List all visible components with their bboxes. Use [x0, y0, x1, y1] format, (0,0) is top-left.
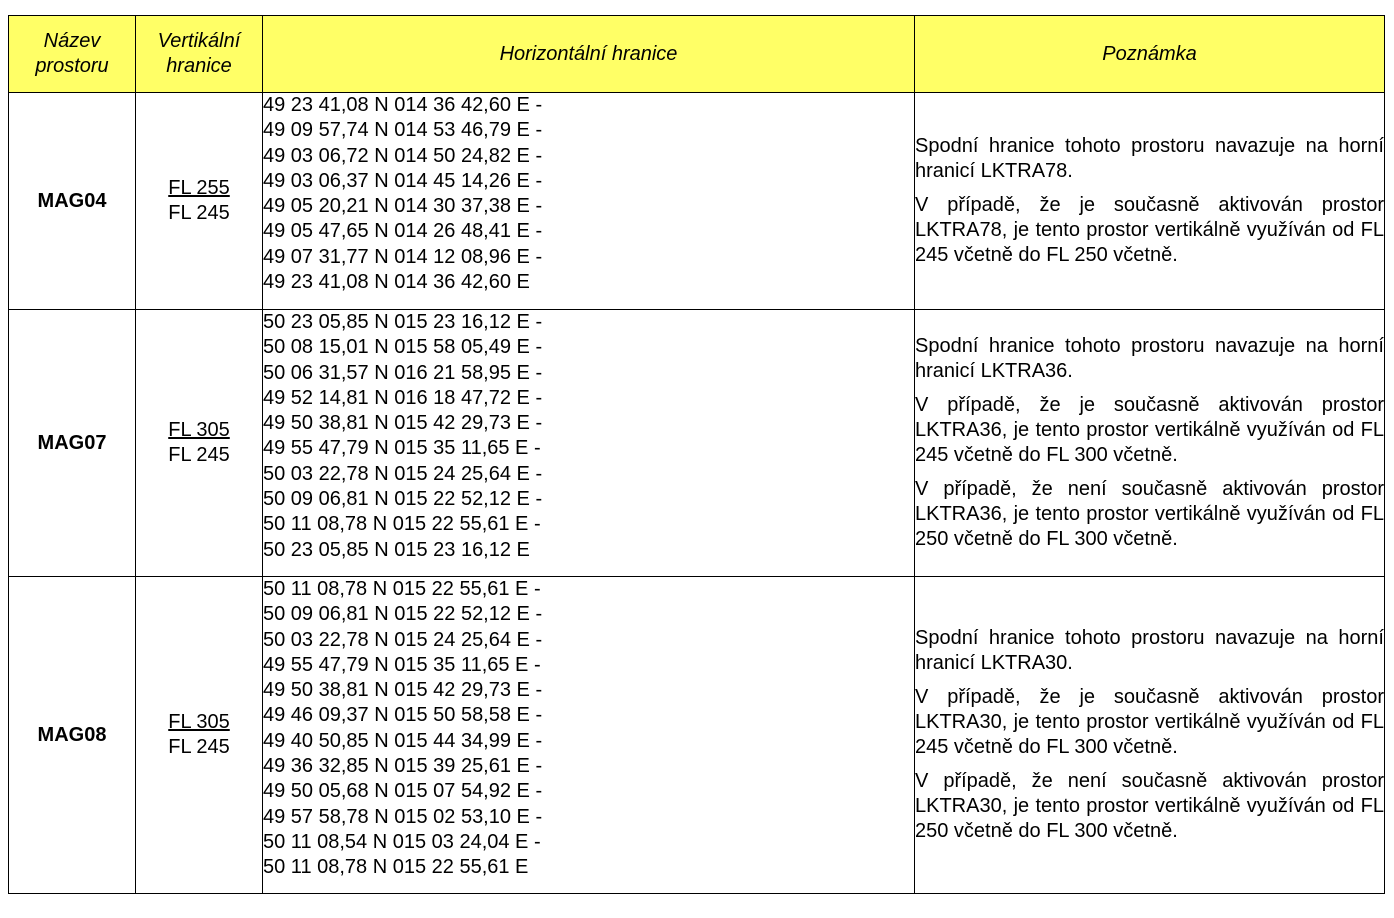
coordinate-line: 49 55 47,79 N 015 35 11,65 E -: [263, 437, 541, 460]
coordinate-line: 50 23 05,85 N 015 23 16,12 E -: [263, 311, 543, 333]
coordinate-line: 49 50 38,81 N 015 42 29,73 E -: [263, 412, 543, 435]
upper-limit: FL 305: [168, 711, 230, 733]
horizontal-limits: [263, 577, 915, 894]
note-paragraph: V případě, že je současně aktivován prostor LKTRA30, je tento prostor vertikálně využíván od FL 245 včetně do FL 300 včetně.: [915, 686, 1384, 758]
airspace-name: MAG04: [9, 93, 136, 310]
coordinate-line: 49 23 41,08 N 014 36 42,60 E -: [263, 94, 543, 116]
note-paragraph: V případě, že je současně aktivován prostor LKTRA78, je tento prostor vertikálně využíván od FL 245 včetně do FL 250 včetně.: [915, 194, 1384, 266]
note-paragraph: V případě, že není současně aktivován prostor LKTRA36, je tento prostor vertikálně využíván od FL 250 včetně do FL 300 včetně.: [915, 478, 1384, 550]
table-row: [9, 93, 1385, 310]
coordinate-line: 50 11 08,54 N 015 03 24,04 E -: [263, 830, 541, 853]
coordinate-line: 50 06 31,57 N 016 21 58,95 E -: [263, 361, 543, 384]
coordinate-line: 50 23 05,85 N 015 23 16,12 E: [263, 538, 530, 561]
note-paragraph: Spodní hranice tohoto prostoru navazuje na horní hranicí LKTRA30.: [915, 627, 1384, 674]
coordinate-line: 49 03 06,72 N 014 50 24,82 E -: [263, 144, 543, 167]
note-paragraph: V případě, že je současně aktivován prostor LKTRA36, je tento prostor vertikálně využíván od FL 245 včetně do FL 300 včetně.: [915, 394, 1384, 466]
coordinate-line: 50 09 06,81 N 015 22 52,12 E -: [263, 603, 543, 626]
lower-limit: FL 245: [168, 202, 230, 224]
header-horizontal: Horizontální hranice: [263, 16, 915, 93]
coordinate-line: 49 50 38,81 N 015 42 29,73 E -: [263, 679, 543, 702]
header-note: Poznámka: [915, 16, 1385, 93]
coordinate-line: 50 11 08,78 N 015 22 55,61 E: [263, 856, 529, 879]
note-paragraph: V případě, že není současně aktivován prostor LKTRA30, je tento prostor vertikálně využíván od FL 250 včetně do FL 300 včetně.: [915, 770, 1384, 842]
coordinate-line: 49 09 57,74 N 014 53 46,79 E -: [263, 119, 543, 142]
vertical-limits: [136, 93, 263, 310]
header-name: Název prostoru: [9, 16, 136, 93]
note-paragraph: Spodní hranice tohoto prostoru navazuje na horní hranicí LKTRA78.: [915, 135, 1384, 182]
header-row: [9, 16, 1385, 93]
coordinate-line: 49 23 41,08 N 014 36 42,60 E: [263, 271, 530, 294]
coordinate-line: 49 36 32,85 N 015 39 25,61 E -: [263, 755, 543, 778]
note-paragraph: Spodní hranice tohoto prostoru navazuje na horní hranicí LKTRA36.: [915, 335, 1384, 382]
upper-limit: FL 305: [168, 419, 230, 441]
note-cell: [915, 577, 1385, 894]
lower-limit: FL 245: [168, 736, 230, 758]
coordinate-line: 49 05 20,21 N 014 30 37,38 E -: [263, 195, 543, 218]
coordinate-line: 49 40 50,85 N 015 44 34,99 E -: [263, 729, 543, 752]
coordinate-line: 49 55 47,79 N 015 35 11,65 E -: [263, 653, 541, 676]
horizontal-limits: [263, 310, 915, 577]
airspace-table: [8, 15, 1385, 894]
horizontal-limits: [263, 93, 915, 310]
coordinate-line: 50 08 15,01 N 015 58 05,49 E -: [263, 336, 543, 359]
vertical-limits: [136, 310, 263, 577]
vertical-limits: [136, 577, 263, 894]
table-row: [9, 577, 1385, 894]
upper-limit: FL 255: [168, 177, 230, 199]
coordinate-line: 50 11 08,78 N 015 22 55,61 E -: [263, 513, 541, 536]
table-row: [9, 310, 1385, 577]
airspace-name: MAG08: [9, 577, 136, 894]
coordinate-line: 49 07 31,77 N 014 12 08,96 E -: [263, 245, 543, 268]
coordinate-line: 49 05 47,65 N 014 26 48,41 E -: [263, 220, 543, 243]
coordinate-line: 49 50 05,68 N 015 07 54,92 E -: [263, 780, 543, 803]
note-cell: [915, 310, 1385, 577]
coordinate-line: 49 46 09,37 N 015 50 58,58 E -: [263, 704, 543, 727]
lower-limit: FL 245: [168, 444, 230, 466]
coordinate-line: 50 03 22,78 N 015 24 25,64 E -: [263, 628, 543, 651]
header-vertical: Vertikální hranice: [136, 16, 263, 93]
coordinate-line: 49 57 58,78 N 015 02 53,10 E -: [263, 805, 543, 828]
coordinate-line: 50 11 08,78 N 015 22 55,61 E -: [263, 578, 541, 600]
coordinate-line: 49 03 06,37 N 014 45 14,26 E -: [263, 169, 543, 192]
note-cell: [915, 93, 1385, 310]
coordinate-line: 50 03 22,78 N 015 24 25,64 E -: [263, 462, 543, 485]
coordinate-line: 50 09 06,81 N 015 22 52,12 E -: [263, 488, 543, 511]
airspace-name: MAG07: [9, 310, 136, 577]
coordinate-line: 49 52 14,81 N 016 18 47,72 E -: [263, 386, 543, 409]
